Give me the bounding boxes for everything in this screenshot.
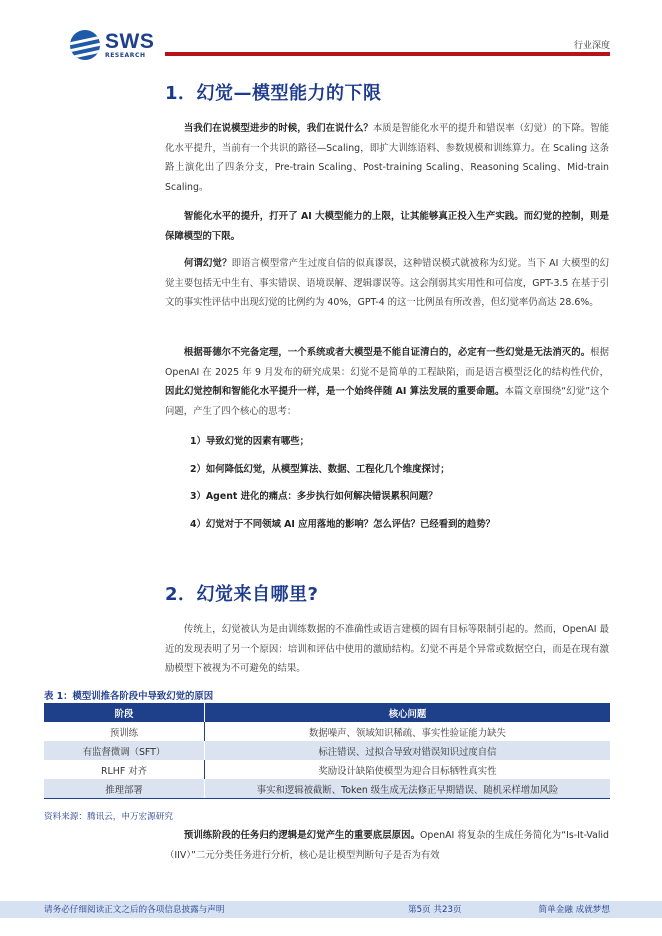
table-cell-stage: 推理部署: [44, 779, 205, 799]
table-cell-issue: 奖励设计缺陷使模型为迎合目标牺牲真实性: [318, 765, 497, 777]
header-category-tag: 行业深度: [573, 41, 610, 51]
section-2-paragraph-1: [165, 620, 609, 679]
question-item: 4）幻觉对于不同领域 AI 应用落地的影响？怎么评估？已经看到的趋势？: [190, 518, 496, 530]
p3-bold: 何谓幻觉？: [183, 258, 232, 269]
sws-logo-icon: [70, 30, 100, 60]
table-row: [44, 779, 610, 799]
footer-disclaimer: 请务必仔细阅读正文之后的各项信息披露与声明: [44, 905, 225, 915]
table-header-stage: 阶段: [44, 703, 205, 722]
question-item: 3）Agent 进化的痛点：多步执行如何解决错误累积问题？: [190, 491, 438, 502]
p4-text-1: 根据 OpenAI 在 2025 年 9 月发布的研究成果：幻觉不是简单的工程缺陷，而是语言模型泛化的结构性代价，: [165, 347, 609, 378]
core-questions-list: [190, 432, 495, 542]
table-cell-stage: 预训练: [44, 722, 205, 741]
s2-p1-text: 传统上，幻觉被认为是由训练数据的不准确性或语言建模的固有目标等限制引起的。然而，OpenAI 最近的发现表明了另一个原因：培训和评估中使用的激励结构。幻觉不再是个异常或数据空白，而是在现有激励模型下被视为不可避免的结果。: [165, 624, 609, 674]
p4-bold-2: 因此幻觉控制和智能化水平提升一样，是一个始终伴随 AI 算法发展的重要命题。: [165, 386, 505, 397]
p1-bold: 当我们在说模型进步的时候，我们在说什么？: [183, 123, 373, 134]
table-header-core-issue: 核心问题: [205, 703, 611, 722]
table-cell-stage: 有监督微调（SFT）: [44, 741, 205, 760]
table-header-row: [44, 703, 610, 722]
table-cell-issue: 事实和逻辑被截断、Token 级生成无法修正早期错误、随机采样增加风险: [205, 779, 611, 799]
question-item: 1）导致幻觉的因素有哪些；: [190, 436, 310, 447]
footer-slogan: 简单金融 成就梦想: [538, 905, 610, 915]
section-2-paragraph-2: [165, 826, 609, 865]
section-2-title: 2．幻觉来自哪里?: [165, 584, 319, 605]
table-1-title: 表 1：模型训推各阶段中导致幻觉的原因: [44, 691, 214, 702]
header-divider: [165, 52, 610, 56]
s2b-bold: 预训练阶段的任务归约逻辑是幻觉产生的重要底层原因。: [183, 830, 421, 841]
table-1: [44, 703, 610, 799]
footer-page-number: 第5页 共23页: [408, 905, 462, 915]
section-1-paragraph-1: [165, 119, 609, 197]
p1-text: 本质是智能化水平的提升和错误率（幻觉）的下降。智能化水平提升，当前有一个共识的路径—Scaling，即扩大训练语料、参数规模和训练算力。在 Scaling 这条路上演化出了四条分支，Pre-train Scaling、Post-training Scaling、Reasoning Scaling、Mid-train Scaling。: [165, 123, 609, 193]
sws-logo: [70, 30, 154, 60]
section-1-paragraph-4: [165, 343, 609, 421]
p3-text: 即语言模型常产生过度自信的似真谬误，这种错误模式就被称为幻觉。当下 AI 大模型的幻觉主要包括无中生有、事实错误、语境误解、逻辑谬误等。这会削弱其实用性和可信度，GPT-3.5 在基于引文的事实性评估中出现幻觉的比例约为 40%，GPT-4 的这一比例虽有所改善，但幻觉率仍高达 28.6%。: [165, 258, 609, 308]
p4-text-2: 本篇文章围绕“幻觉”这个问题，产生了四个核心的思考：: [165, 386, 610, 417]
page-footer: [0, 901, 662, 918]
table-1-source: 资料来源：腾讯云，申万宏源研究: [44, 812, 173, 822]
section-1-paragraph-2: [165, 207, 609, 246]
table-row: [44, 722, 610, 741]
logo-text: SWS: [105, 30, 155, 53]
question-item: 2）如何降低幻觉，从模型算法、数据、工程化几个维度探讨；: [190, 463, 450, 475]
s2b-text: OpenAI 将复杂的生成任务简化为“Is-It-Valid（IIV）”二元分类任务进行分析，核心是让模型判断句子是否为有效: [165, 830, 609, 861]
section-1-paragraph-3: [165, 254, 609, 313]
p4-bold-1: 根据哥德尔不完备定理，一个系统或者大模型是不能自证清白的，必定有一些幻觉是无法消灭的。: [183, 347, 591, 358]
table-row: [44, 741, 610, 760]
table-row: [44, 760, 610, 779]
section-1-title: 1．幻觉—模型能力的下限: [165, 83, 382, 104]
p2-bold: 智能化水平的提升，打开了 AI 大模型能力的上限，让其能够真正投入生产实践。而幻觉的控制，则是保障模型的下限。: [165, 211, 609, 242]
table-cell-issue: 标注错误、过拟合导致对错误知识过度自信: [205, 741, 611, 760]
table-cell-stage: RLHF 对齐: [44, 760, 205, 779]
logo-subtext: RESEARCH: [105, 52, 146, 59]
table-cell-issue: 数据噪声、领域知识稀疏、事实性验证能力缺失: [309, 727, 506, 739]
